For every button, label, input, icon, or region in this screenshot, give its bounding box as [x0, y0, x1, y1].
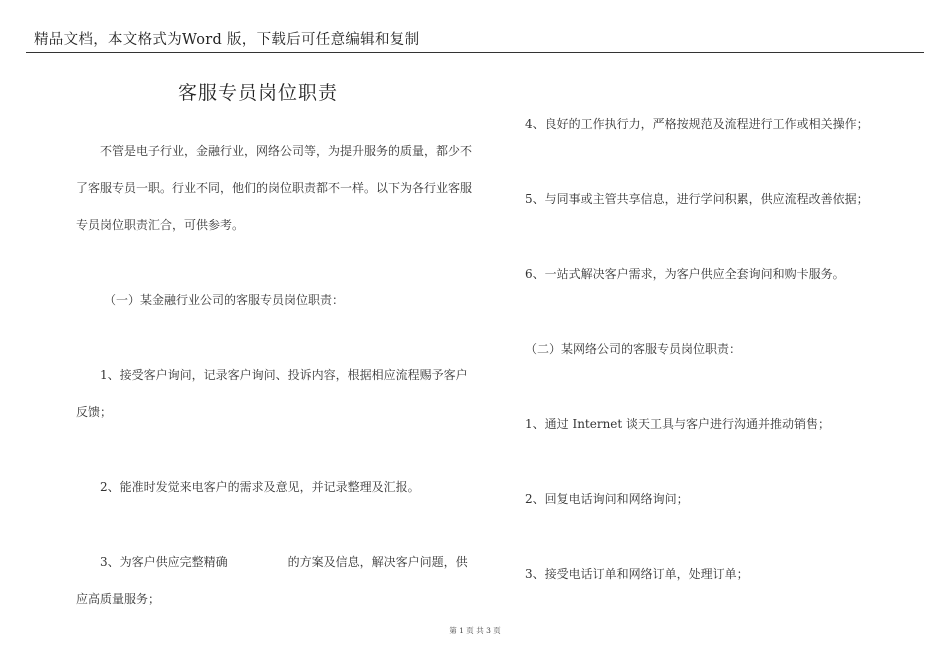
- item-6: 6、一站式解决客户需求，为客户供应全套询问和购卡服务。: [525, 267, 845, 281]
- item-b3: 3、接受电话订单和网络订单，处理订单；: [525, 567, 749, 581]
- item-2: 2、能准时发觉来电客户的需求及意见，并记录整理及汇报。: [100, 480, 420, 494]
- page-number: 第 1 页 共 3 页: [449, 626, 501, 635]
- item-3-line-1: [100, 553, 468, 570]
- item-1-line-2: 反馈；: [76, 405, 113, 419]
- document-title: 客服专员岗位职责: [178, 82, 339, 104]
- intro-line-1: 不管是电子行业，金融行业，网络公司等，为提升服务的质量，都少不: [100, 144, 473, 158]
- item-b1: 1、通过 Internet 谈天工具与客户进行沟通并推动销售；: [525, 417, 831, 431]
- header-divider: [26, 52, 924, 53]
- item-b2: 2、回复电话询问和网络询问；: [525, 492, 689, 506]
- document-header: 精品文档，本文格式为Word 版，下载后可任意编辑和复制: [34, 32, 420, 48]
- section-1-heading: （一）某金融行业公司的客服专员岗位职责：: [104, 293, 345, 307]
- item-4: 4、良好的工作执行力，严格按规范及流程进行工作或相关操作；: [525, 117, 869, 131]
- section-2-heading: （二）某网络公司的客服专员岗位职责：: [525, 342, 742, 356]
- intro-line-2: 了客服专员一职。行业不同，他们的岗位职责都不一样。以下为各行业客服: [76, 181, 473, 195]
- item-3-part-2: 的方案及信息，解决客户问题，供: [287, 555, 468, 569]
- item-5: 5、与同事或主管共享信息，进行学问积累，供应流程改善依据；: [525, 192, 869, 206]
- item-3-part-1: 3、为客户供应完整精确: [100, 555, 228, 569]
- intro-line-3: 专员岗位职责汇合，可供参考。: [76, 218, 245, 232]
- item-3-line-2: 应高质量服务；: [76, 592, 161, 606]
- item-1-line-1: 1、接受客户询问，记录客户询问、投诉内容，根据相应流程赐予客户: [100, 368, 468, 382]
